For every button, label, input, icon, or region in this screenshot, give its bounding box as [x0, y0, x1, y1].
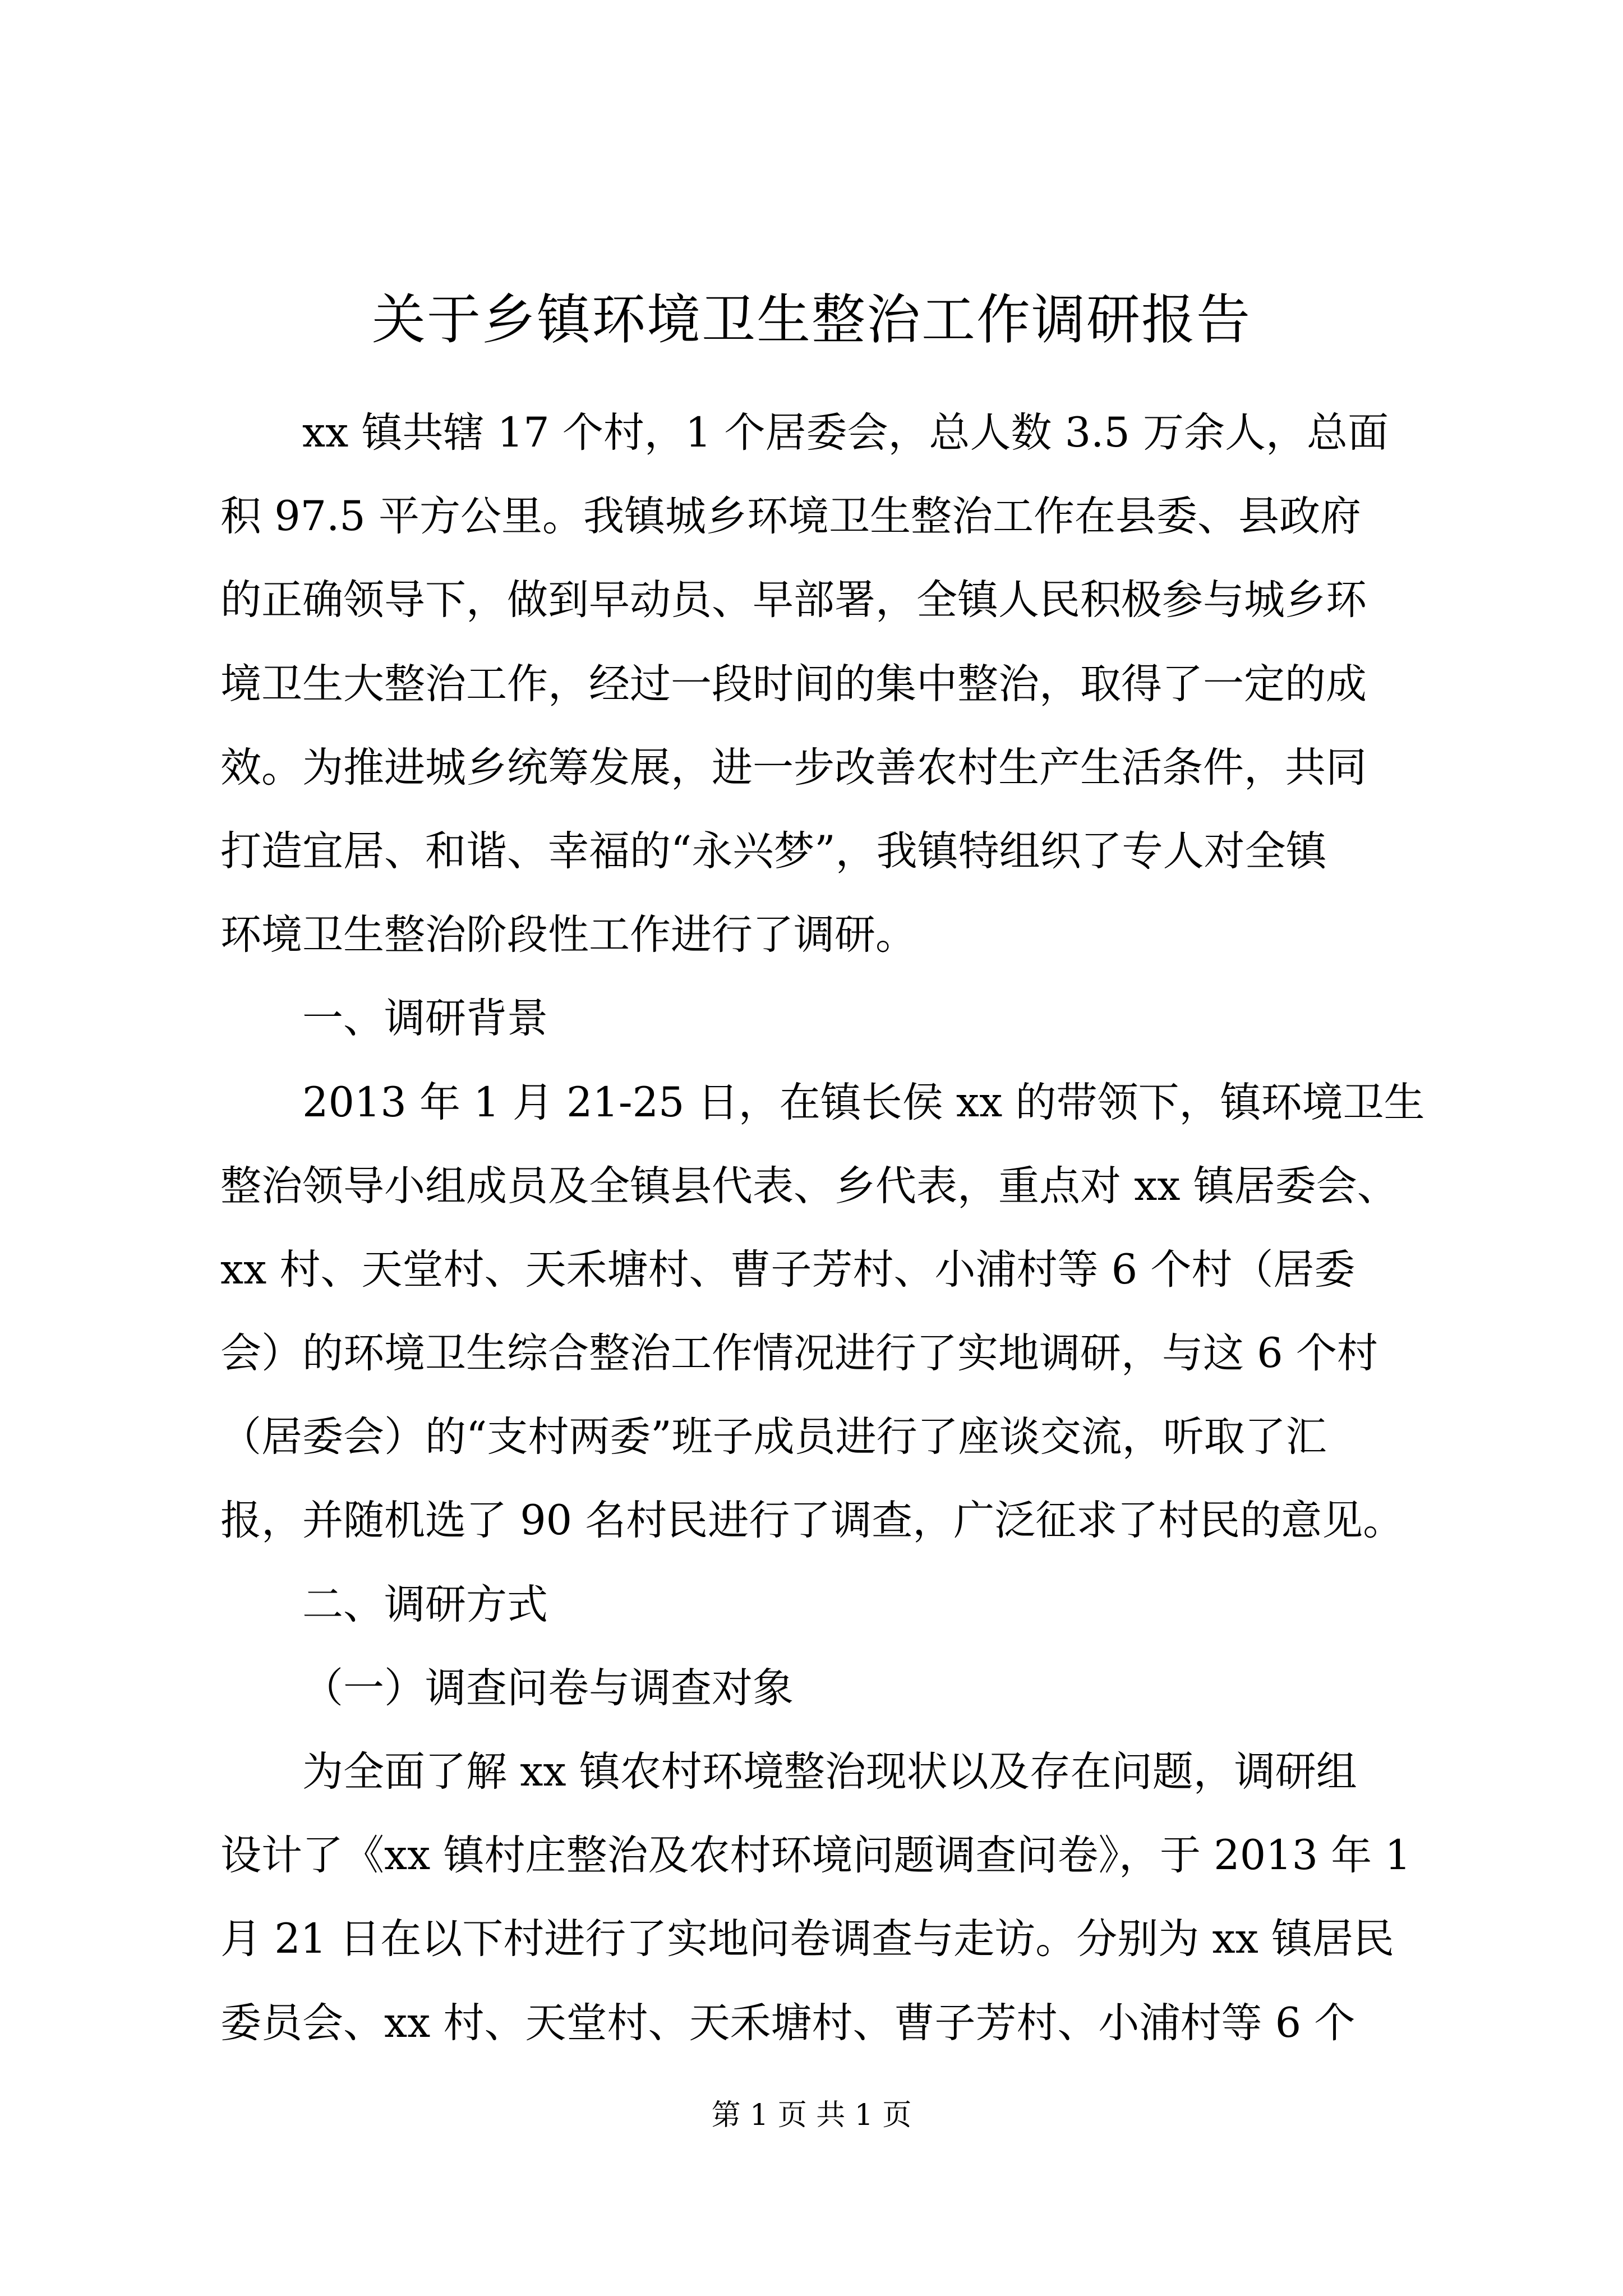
paragraph-line: 委员会、xx 村、天堂村、天禾塘村、曹子芳村、小浦村等 6 个 — [220, 1999, 1355, 2047]
paragraph-line: 报，并随机选了 90 名村民进行了调查，广泛征求了村民的意见。 — [220, 1497, 1404, 1545]
paragraph-line: xx 村、天堂村、天禾塘村、曹子芳村、小浦村等 6 个村（居委 — [220, 1245, 1355, 1294]
paragraph-line: （居委会）的“支村两委”班子成员进行了座谈交流，听取了汇 — [220, 1413, 1327, 1461]
paragraph-line: 的正确领导下，做到早动员、早部署，全镇人民积极参与城乡环 — [220, 576, 1367, 624]
paragraph-line: 会）的环境卫生综合整治工作情况进行了实地调研，与这 6 个村 — [220, 1329, 1378, 1378]
paragraph-line: 为全面了解 xx 镇农村环境整治现状以及存在问题，调研组 — [302, 1748, 1357, 1796]
subsection-heading: （一）调查问卷与调查对象 — [302, 1664, 794, 1712]
paragraph-line: 环境卫生整治阶段性工作进行了调研。 — [220, 911, 916, 959]
paragraph-line: 2013 年 1 月 21-25 日，在镇长侯 xx 的带领下，镇环境卫生 — [302, 1078, 1425, 1126]
paragraph-line: 积 97.5 平方公里。我镇城乡环境卫生整治工作在县委、县政府 — [220, 493, 1361, 541]
page-footer: 第 1 页 共 1 页 — [711, 2099, 912, 2132]
section-heading: 二、调研方式 — [302, 1580, 548, 1628]
paragraph-line: 设计了《xx 镇村庄整治及农村环境问题调查问卷》，于 2013 年 1 — [220, 1832, 1411, 1880]
paragraph-line: 整治领导小组成员及全镇县代表、乡代表，重点对 xx 镇居委会、 — [220, 1162, 1398, 1210]
paragraph-line: 效。为推进城乡统筹发展，进一步改善农村生产生活条件，共同 — [220, 743, 1367, 792]
paragraph-line: 打造宜居、和谐、幸福的“永兴梦”，我镇特组织了专人对全镇 — [220, 827, 1327, 875]
document-title: 关于乡镇环境卫生整治工作调研报告 — [372, 288, 1251, 351]
section-heading: 一、调研背景 — [302, 995, 548, 1043]
paragraph-line: xx 镇共辖 17 个村，1 个居委会，总人数 3.5 万余人，总面 — [302, 409, 1389, 457]
paragraph-line: 月 21 日在以下村进行了实地问卷调查与走访。分别为 xx 镇居民 — [220, 1915, 1395, 1963]
document-body — [220, 391, 1425, 2065]
paragraph-line: 境卫生大整治工作，经过一段时间的集中整治，取得了一定的成 — [220, 660, 1367, 708]
